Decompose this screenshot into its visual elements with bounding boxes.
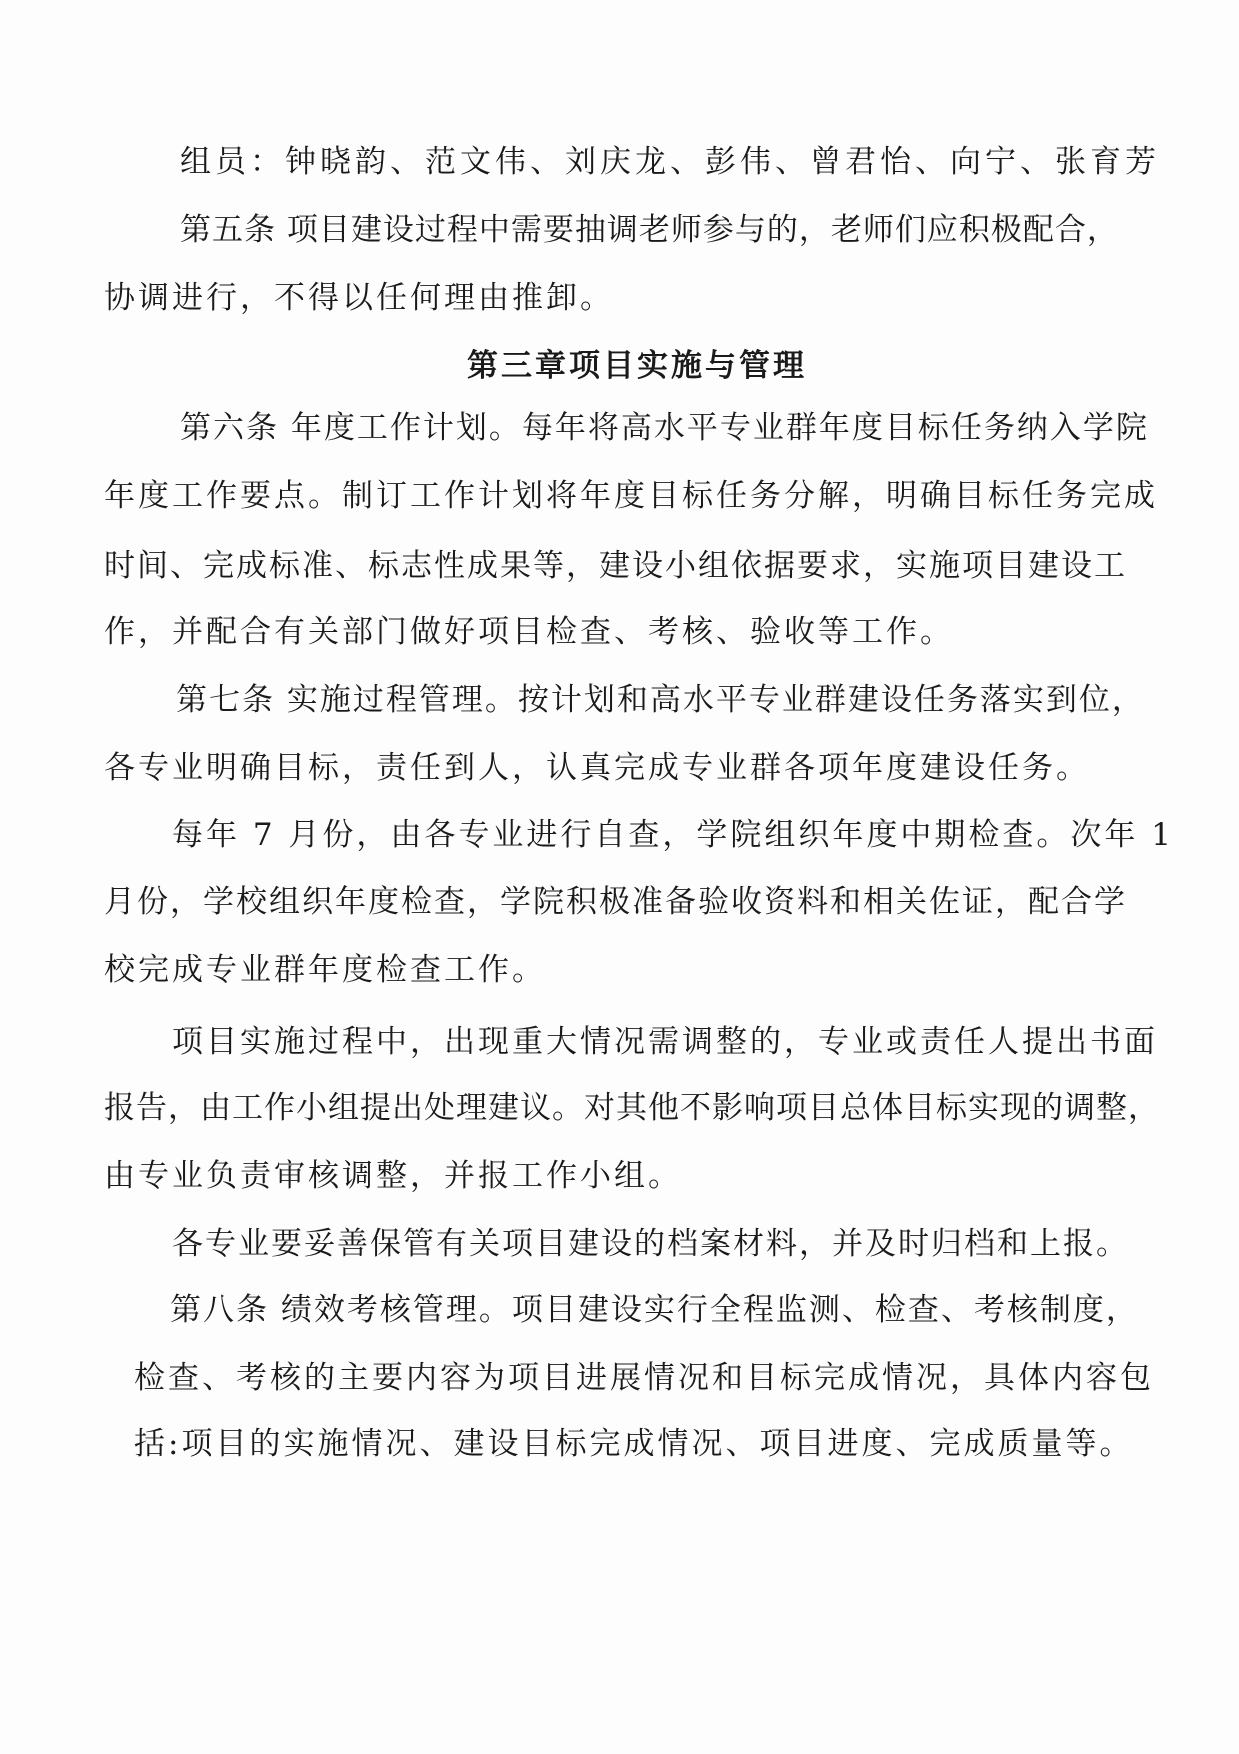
article-7-line-1: 第七条 实施过程管理。按计划和高水平专业群建设任务落实到位， xyxy=(176,682,1145,718)
article-5-line-1: 第五条 项目建设过程中需要抽调老师参与的，老师们应积极配合， xyxy=(180,212,1119,248)
adjustment-para-line-3: 由专业负责审核调整，并报工作小组。 xyxy=(104,1158,682,1194)
article-5-line-2: 协调进行，不得以任何理由推卸。 xyxy=(104,280,614,316)
article-6-line-3: 时间、完成标准、标志性成果等，建设小组依据要求，实施项目建设工 xyxy=(104,548,1127,584)
team-members-line: 组员：钟晓韵、范文伟、刘庆龙、彭伟、曾君怡、向宁、张育芳 xyxy=(180,144,1160,180)
article-8-line-1: 第八条 绩效考核管理。项目建设实行全程监测、检查、考核制度， xyxy=(170,1292,1139,1328)
archive-para-line: 各专业要妥善保管有关项目建设的档案材料，并及时归档和上报。 xyxy=(172,1226,1129,1262)
adjustment-para-line-2: 报告，由工作小组提出处理建议。对其他不影响项目总体目标实现的调整， xyxy=(104,1090,1160,1126)
article-6-line-2: 年度工作要点。制订工作计划将年度目标任务分解，明确目标任务完成 xyxy=(104,478,1158,514)
adjustment-para-line-1: 项目实施过程中，出现重大情况需调整的，专业或责任人提出书面 xyxy=(172,1024,1158,1060)
inspection-para-line-2: 月份，学校组织年度检查，学院积极准备验收资料和相关佐证，配合学 xyxy=(104,884,1127,920)
inspection-para-line-3: 校完成专业群年度检查工作。 xyxy=(104,952,546,988)
article-8-line-2: 检查、考核的主要内容为项目进展情况和目标完成情况，具体内容包 xyxy=(134,1360,1154,1396)
article-6-line-4: 作，并配合有关部门做好项目检查、考核、验收等工作。 xyxy=(104,614,954,650)
article-7-line-2: 各专业明确目标，责任到人，认真完成专业群各项年度建设任务。 xyxy=(104,750,1090,786)
inspection-para-line-1: 每年 7 月份，由各专业进行自查，学院组织年度中期检查。次年 1 xyxy=(172,817,1175,853)
article-8-line-3: 括:项目的实施情况、建设目标完成情况、项目进度、完成质量等。 xyxy=(134,1426,1134,1462)
chapter-3-heading: 第三章项目实施与管理 xyxy=(467,348,807,384)
article-6-line-1: 第六条 年度工作计划。每年将高水平专业群年度目标任务纳入学院 xyxy=(180,410,1149,446)
